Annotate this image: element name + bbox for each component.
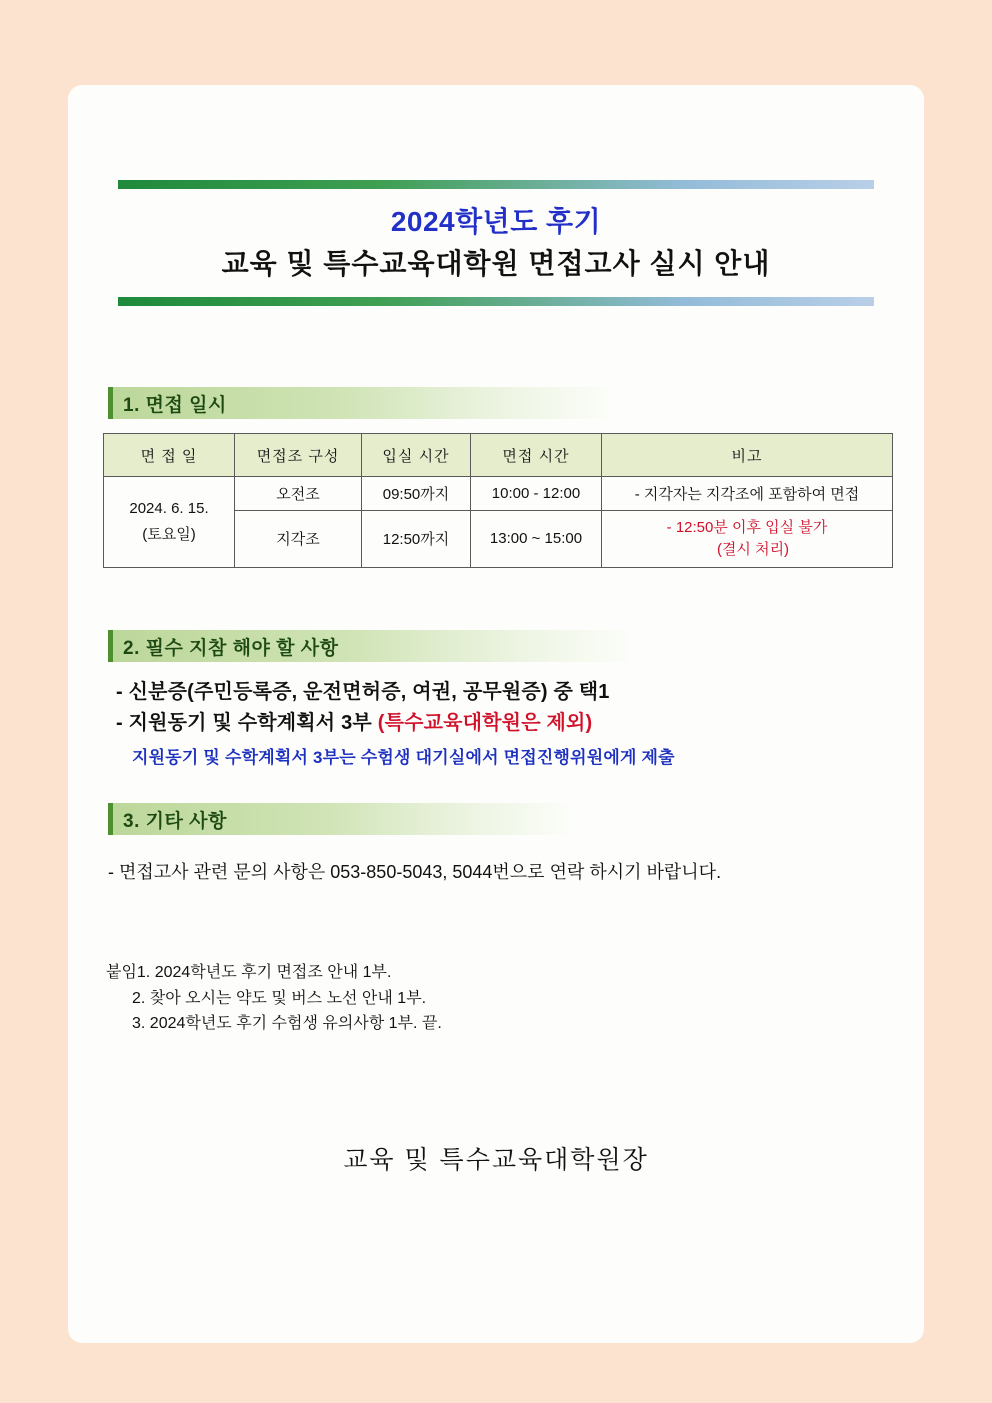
attachment-list [106,960,442,1037]
section-1-label: 1. 면접 일시 [123,394,227,416]
attachment-line-2: 2. 찾아 오시는 약도 및 버스 노선 안내 1부. [132,989,427,1007]
title-text-group [118,189,874,291]
title-block [118,180,874,306]
cell-date [104,477,235,568]
cell-remark-late [602,511,893,568]
cell-enter-morning: 09:50까지 [362,477,471,511]
etc-body: - 면접고사 관련 문의 사항은 053-850-5043, 5044번으로 연락 하시기 바랍니다. [108,862,722,882]
th-interview-time: 면접 시간 [471,434,602,477]
table-row [104,477,893,511]
cell-date-main: 2024. 6. 15. [129,500,209,518]
remark-late-line-2: (결시 처리) [716,540,790,558]
interview-schedule-table [103,433,893,568]
requirements-body [116,677,916,768]
section-2-label: 2. 필수 지참 해야 할 사항 [123,637,339,659]
remark-late-line-1: - 12:50분 이후 입실 불가 [666,519,828,536]
title-line-2: 교육 및 특수교육대학원 면접고사 실시 안내 [221,247,771,279]
cell-group-late: 지각조 [235,511,362,568]
attachment-line-3: 3. 2024학년도 후기 수험생 유의사항 1부. 끝. [132,1015,442,1033]
table-header-row [104,434,893,477]
title-bottom-rule [118,297,874,306]
document-page [68,85,924,1343]
cell-time-morning: 10:00 - 12:00 [471,477,602,511]
requirement-item-2-exclusion: (특수교육대학원은 제외) [377,712,593,734]
cell-remark-morning: - 지각자는 지각조에 포함하여 면접 [602,477,893,511]
requirement-item-2-main: - 지원동기 및 수학계획서 3부 [116,712,372,734]
requirement-note: 지원동기 및 수학계획서 3부는 수험생 대기실에서 면접진행위원에게 제출 [132,748,675,767]
cell-date-sub: (토요일) [142,525,196,543]
title-top-rule [118,180,874,189]
requirement-item-2 [116,708,916,739]
requirement-item-1: - 신분증(주민등록증, 운전면허증, 여권, 공무원증) 중 택1 [116,681,610,703]
signature-line: 교육 및 특수교육대학원장 [343,1146,649,1174]
th-enter-time: 입실 시간 [362,434,471,477]
title-line-1: 2024학년도 후기 [390,206,602,237]
section-header-interview-date [108,387,608,419]
cell-enter-late: 12:50까지 [362,511,471,568]
attachment-line-1: 붙임1. 2024학년도 후기 면접조 안내 1부. [106,964,392,981]
th-group: 면접조 구성 [235,434,362,477]
th-remark: 비고 [602,434,893,477]
th-date: 면 접 일 [104,434,235,477]
section-header-etc [108,803,568,835]
cell-group-morning: 오전조 [235,477,362,511]
section-header-requirements [108,630,628,662]
cell-time-late: 13:00 ~ 15:00 [471,511,602,568]
section-3-label: 3. 기타 사항 [123,810,227,832]
